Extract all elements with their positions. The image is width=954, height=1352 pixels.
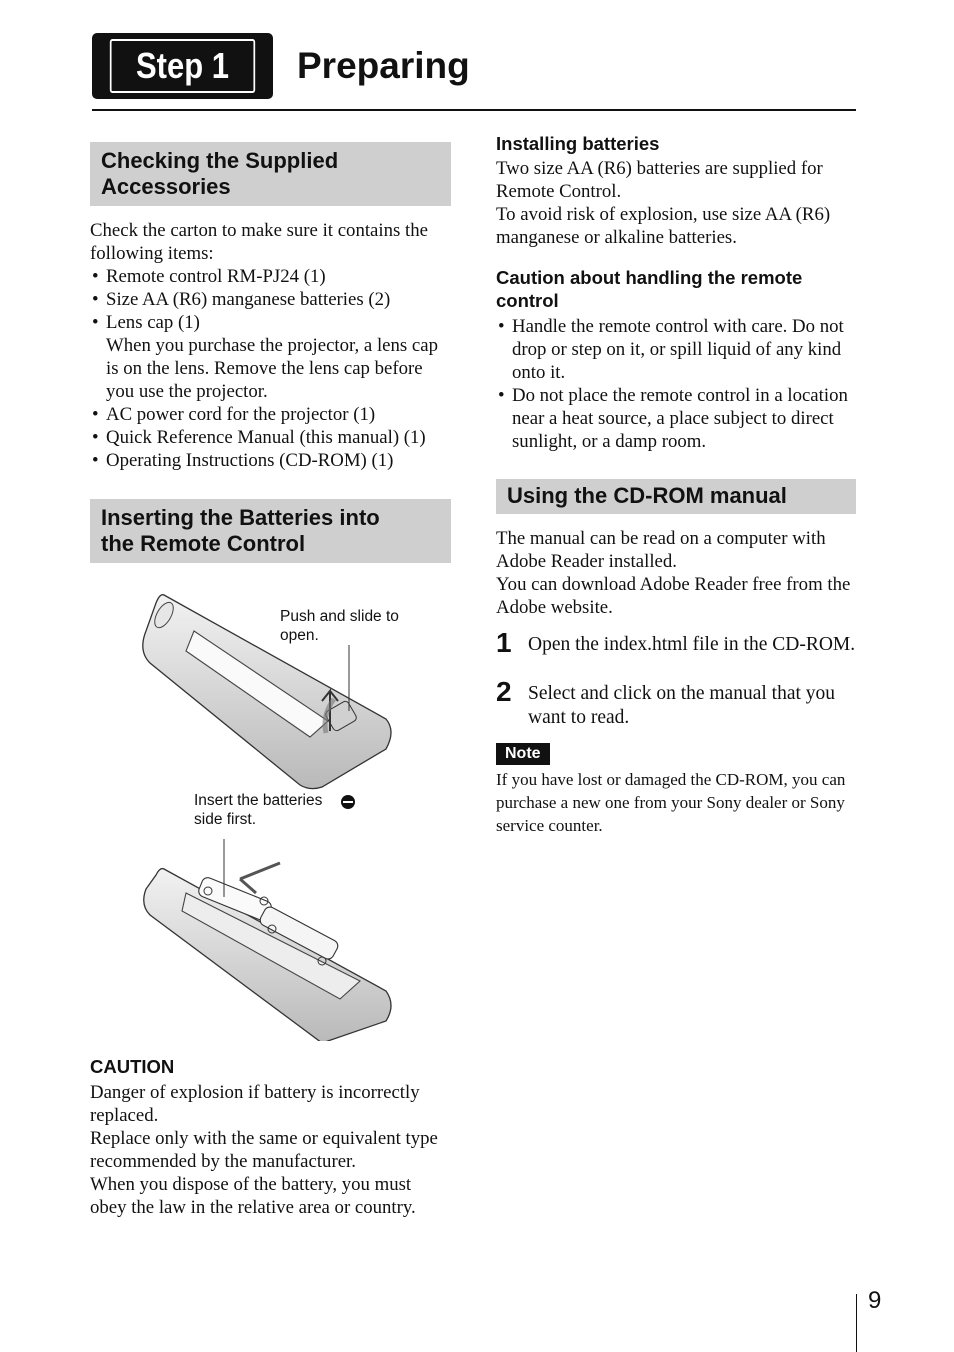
cdrom-step-2 — [496, 676, 856, 730]
callout-push: Push and slide to open. — [280, 608, 399, 644]
battery-illustration — [90, 571, 451, 1041]
list-item: • Remote control RM-PJ24 (1) — [90, 265, 451, 288]
caution-handling-list — [496, 315, 856, 453]
callout-insert — [194, 791, 434, 829]
installing-batteries-heading: Installing batteries — [496, 133, 660, 154]
page-number: 9 — [868, 1287, 882, 1314]
list-item: • Do not place the remote control in a location near a heat source, a place subject to direct sunlight, or a damp room. — [496, 384, 856, 453]
cdrom-step-1 — [496, 627, 856, 658]
step-number: 2 — [496, 676, 512, 707]
remote-lower-image — [144, 839, 391, 1041]
section-heading-cdrom: Using the CD-ROM manual — [496, 479, 856, 514]
right-column — [496, 132, 856, 837]
installing-batteries-text: Two size AA (R6) batteries are supplied for Remote Control. To avoid risk of explosion, use size AA (R6) manganese or alkaline batteries. — [496, 158, 831, 248]
step-badge — [92, 33, 273, 99]
step-text: Open the index.html file in the CD-ROM. — [528, 634, 856, 655]
heading-line: the Remote Control — [101, 531, 306, 556]
step-number: 1 — [496, 627, 512, 658]
list-item: • Operating Instructions (CD-ROM) (1) — [90, 449, 451, 472]
list-item: • Handle the remote control with care. Do not drop or step on it, or spill liquid of any kind onto it. — [496, 315, 856, 384]
list-item: • Quick Reference Manual (this manual) (1) — [90, 426, 451, 449]
callout-insert-line1: Insert the batteries — [194, 792, 323, 809]
accessories-intro: Check the carton to make sure it contains the following items: — [90, 220, 428, 264]
list-item: • Size AA (R6) manganese batteries (2) — [90, 288, 451, 311]
note-block — [496, 743, 856, 837]
caution-handling-heading: Caution about handling the remote control — [496, 267, 803, 311]
lens-cap-note: When you purchase the projector, a lens cap is on the lens. Remove the lens cap before you use the projector. — [106, 335, 438, 402]
list-item: • AC power cord for the projector (1) — [90, 403, 451, 426]
page-number-divider — [856, 1294, 857, 1352]
note-text: If you have lost or damaged the CD-ROM, you can purchase a new one from your Sony dealer or Sony service counter. — [496, 770, 846, 835]
note-label: Note — [496, 743, 550, 765]
cdrom-intro: The manual can be read on a computer with Adobe Reader installed. You can download Adobe Reader free from the Adobe website. — [496, 528, 851, 618]
callout-insert-line2: side first. — [194, 811, 257, 828]
heading-line: Checking the Supplied — [101, 148, 339, 173]
step-label: Step 1 — [110, 39, 255, 93]
section-heading-accessories — [90, 142, 451, 206]
caution-text: Danger of explosion if battery is incorrectly replaced. Replace only with the same or equivalent type recommended by the manufacturer. When you dispose of the battery, you must obey the law in the relative area or country. — [90, 1082, 438, 1218]
list-item — [90, 311, 451, 403]
accessories-list — [90, 265, 451, 472]
caution-heading: CAUTION — [90, 1056, 175, 1077]
page-header — [92, 33, 856, 111]
page-title: Preparing — [297, 45, 470, 86]
left-column — [90, 142, 451, 1219]
list-item-label: • Lens cap (1) — [106, 312, 200, 333]
section-heading-batteries — [90, 499, 451, 563]
heading-line: Accessories — [101, 174, 231, 199]
heading-line: Inserting the Batteries into — [101, 505, 380, 530]
step-text: Select and click on the manual that you want to read. — [528, 683, 836, 728]
